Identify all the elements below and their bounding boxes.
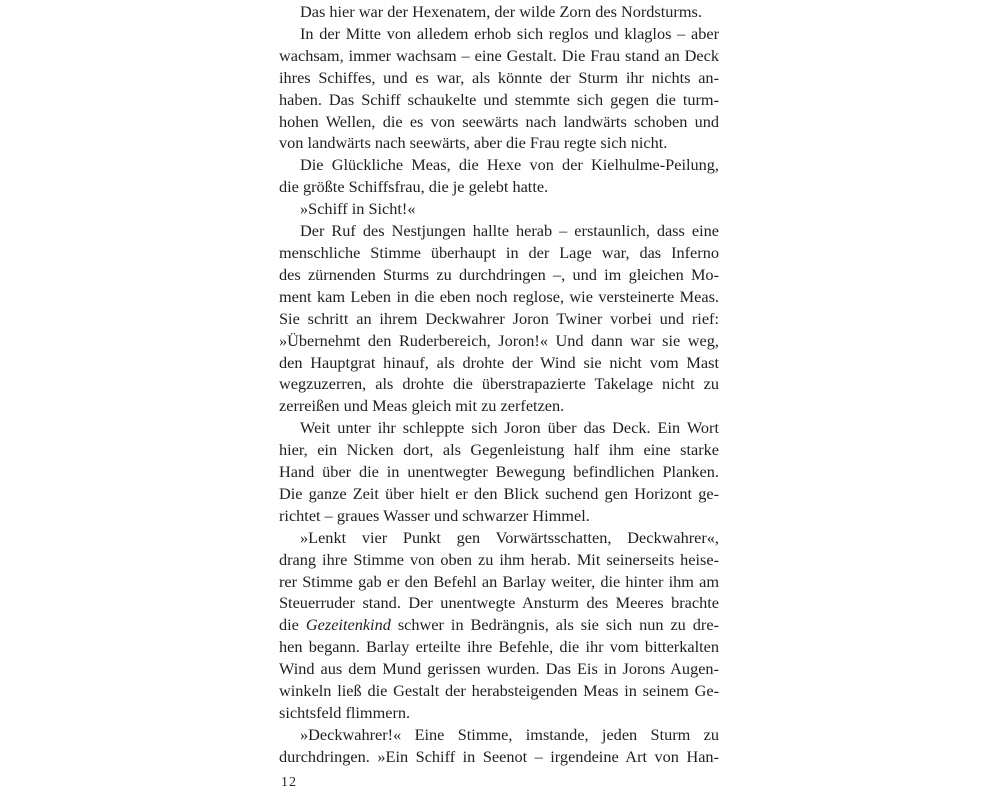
text-line: In der Mitte von alledem erhob sich reglos und klaglos – aber <box>300 23 719 43</box>
text-line: haben. Das Schiff schaukelte und stemmte sich gegen die turm- <box>279 89 719 109</box>
text-line: winkeln ließ die Gestalt der herabsteigenden Meas in seinem Ge- <box>279 681 719 701</box>
text-line: »Lenkt vier Punkt gen Vorwärtsschatten, Deckwahrer«, <box>300 527 719 547</box>
text-segment: schwer in Bedrängnis, als sie sich nun zu dre- <box>390 615 720 635</box>
text-line: die größte Schiffsfrau, die je gelebt hatte. <box>279 177 549 197</box>
text-line: Hand über die in unentwegter Bewegung befindlichen Planken. <box>279 462 719 482</box>
text-line: Der Ruf des Nestjungen hallte herab – erstaunlich, dass eine <box>300 221 719 241</box>
text-line: Steuerruder stand. Der unentwegte Ansturm des Meeres brachte <box>279 593 719 613</box>
text-line: ment kam Leben in die eben noch reglose, wie versteinerte Meas. <box>279 286 719 306</box>
text-line: Weit unter ihr schleppte sich Joron über das Deck. Ein Wort <box>300 418 719 438</box>
text-line: rer Stimme gab er den Befehl an Barlay weiter, die hinter ihm am <box>279 571 719 591</box>
text-line: Das hier war der Hexenatem, der wilde Zorn des Nordsturms. <box>300 2 702 21</box>
text-line: Sie schritt an ihrem Deckwahrer Joron Twiner vorbei und rief: <box>279 308 719 328</box>
text-line: menschliche Stimme überhaupt in der Lage war, das Inferno <box>279 242 719 262</box>
text-line: wachsam, immer wachsam – eine Gestalt. Die Frau stand an Deck <box>279 45 719 65</box>
text-line: des zürnenden Sturms zu durchdringen –, und im gleichen Mo- <box>279 264 719 284</box>
body-text <box>279 1 719 768</box>
page-number: 12 <box>281 775 297 790</box>
text-line: hen begann. Barlay erteilte ihre Befehle, die ihr vom bitterkalten <box>279 637 719 657</box>
text-line: von landwärts nach seewärts, aber die Frau regte sich nicht. <box>279 133 668 153</box>
text-line: Die Glückliche Meas, die Hexe von der Kielhulme-Peilung, <box>300 155 719 175</box>
text-line: »Deckwahrer!« Eine Stimme, imstande, jeden Sturm zu <box>300 724 719 744</box>
text-segment: die <box>279 615 306 635</box>
text-line: drang ihre Stimme von oben zu ihm herab. Mit seinerseits heise- <box>279 549 719 569</box>
text-line: Die ganze Zeit über hielt er den Blick suchend gen Horizont ge- <box>279 483 719 503</box>
text-line: zerreißen und Meas gleich mit zu zerfetzen. <box>279 396 565 416</box>
text-line: Wind aus dem Mund gerissen wurden. Das Eis in Jorons Augen- <box>279 659 719 679</box>
text-line: den Hauptgrat hinauf, als drohte der Wind sie nicht vom Mast <box>279 352 719 372</box>
text-line: sichtsfeld flimmern. <box>279 703 411 722</box>
ship-name-italic: Gezeitenkind <box>305 615 391 635</box>
text-line: hier, ein Nicken dort, als Gegenleistung half ihm eine starke <box>279 440 719 460</box>
text-line-with-italic <box>279 614 719 636</box>
text-line: wegzuzerren, als drohte die überstrapazierte Takelage nicht zu <box>279 374 719 394</box>
text-line: »Schiff in Sicht!« <box>300 199 416 219</box>
text-line: »Übernehmt den Ruderbereich, Joron!« Und dann war sie weg, <box>279 330 719 350</box>
text-line: ihres Schiffes, und es war, als könnte der Sturm ihr nichts an- <box>279 67 719 87</box>
text-line: durchdringen. »Ein Schiff in Seenot – irgendeine Art von Han- <box>279 746 719 766</box>
text-line: hohen Wellen, die es von seewärts nach landwärts schoben und <box>279 111 719 131</box>
text-line: richtet – graues Wasser und schwarzer Himmel. <box>279 505 590 525</box>
